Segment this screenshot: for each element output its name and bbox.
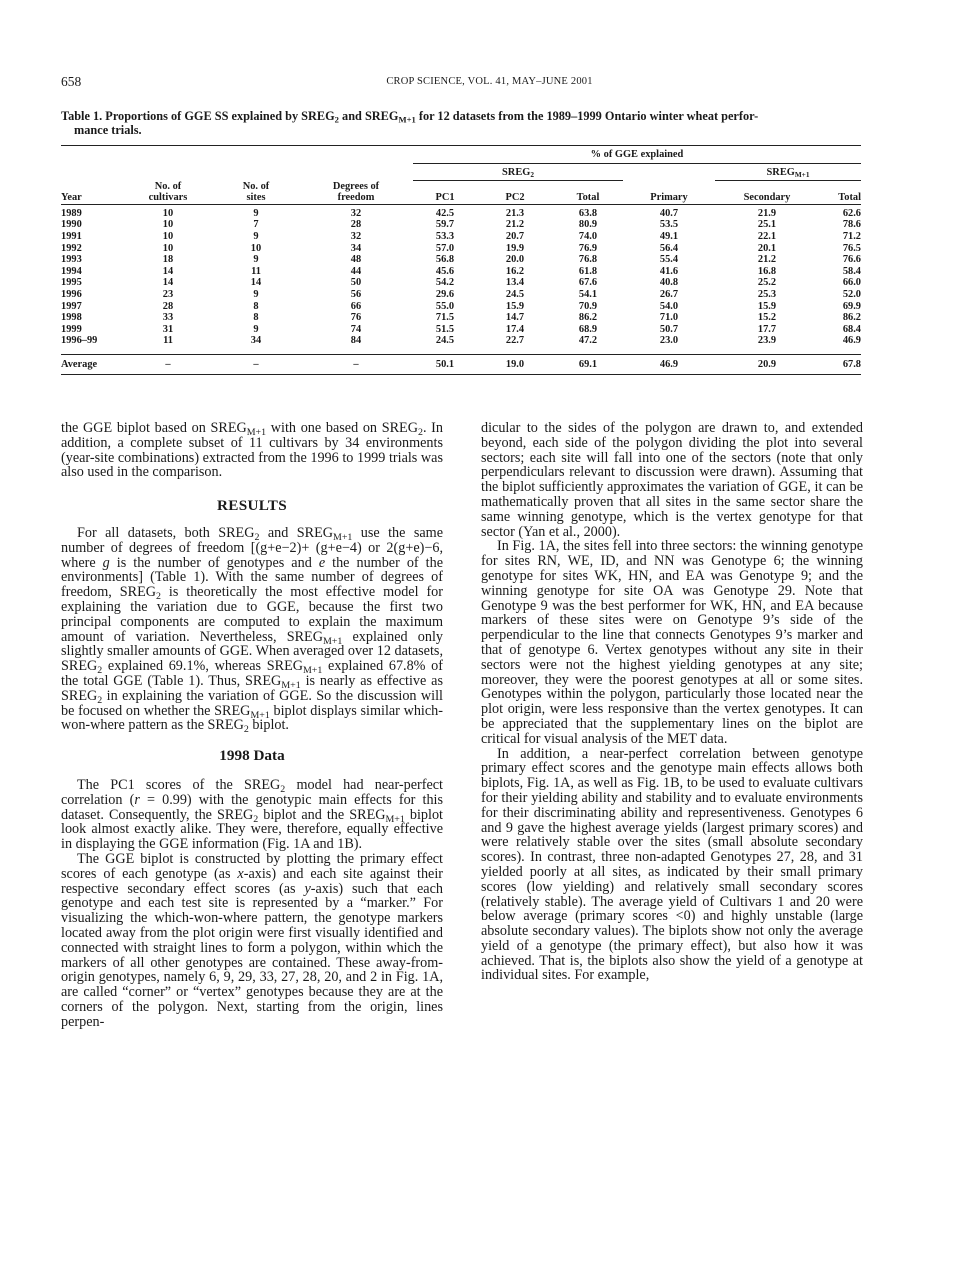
subscript: 2 — [253, 813, 259, 825]
table-cell: 66.0 — [842, 277, 861, 289]
table-cell: 24.5 — [435, 335, 455, 347]
table-row — [61, 266, 861, 278]
table-cell: 41.6 — [659, 265, 679, 277]
subscript: 2 — [243, 724, 249, 736]
table-cell: 29.6 — [435, 289, 455, 301]
left-column — [61, 421, 443, 1029]
table-cell: 9 — [253, 323, 259, 335]
subscript: 2 — [254, 531, 260, 543]
table-cell: 20.1 — [757, 242, 777, 254]
correlation-paragraph: In addition, a near-perfect correlation between genotype primary effect scores and the genotype main effects allows both biplots, Fig. 1A, as well as Fig. 1B, to be used to evaluate cultivars for their yielding ability and stability and to evaluate environments for their discriminating ability and representiveness. Genotypes 6 and 9 gave the highest average yields (largest primary scores) and were relatively stable over the sites (small absolute secondary scores). In contrast, three non-adapted Genotypes 27, 28, and 31 yielded poorly at all sites, as indicated by their small primary scores (low yielding) and relatively small secondary scores (relatively stable). The average yield of Cultivars 1 and 20 were below average (primary scores <0) and highly unstable (large absolute secondary values). The biplots show not only the average yield of a genotype (the primary effect), but also how it was achieved. That is, the biplots also show the yield of a genotype at individual sites. For example, — [481, 745, 863, 984]
table-cell: 11 — [163, 335, 173, 347]
table-row — [61, 301, 861, 313]
table-cell: 17.4 — [505, 323, 525, 335]
table-cell: – — [123, 355, 213, 375]
table-header-row — [61, 163, 861, 181]
table-cell: – — [299, 355, 413, 375]
table-cell: 15.2 — [757, 312, 777, 324]
table-cell: 74 — [350, 323, 362, 335]
table-cell: 16.8 — [757, 265, 777, 277]
col-header-cultivars: No. of — [154, 180, 182, 192]
col-header-sites: No. of — [242, 180, 270, 192]
table-cell: 10 — [162, 207, 174, 219]
text: is nearly as effective as SREG — [61, 672, 443, 704]
table-cell: 23.0 — [659, 335, 679, 347]
running-head: CROP SCIENCE, VOL. 41, MAY–JUNE 2001 — [386, 76, 593, 87]
col-header-pc1: PC1 — [413, 192, 477, 204]
row-label: 1996–99 — [61, 335, 98, 347]
table-cell: 50.7 — [659, 323, 679, 335]
sregm-label: SREG — [766, 166, 795, 178]
text: use the same number of degrees of freedom [(g+e−2)+ (g+e−4) or 2(g+e)−6, where — [61, 524, 443, 571]
table-cell: 44 — [350, 265, 362, 277]
caption-subscript: M+1 — [398, 114, 416, 125]
table-cell: 15.9 — [757, 300, 777, 312]
col-header-cultivars: cultivars — [123, 192, 213, 204]
data-table — [61, 145, 861, 375]
text: explained only slightly smaller amounts of GGE. When averaged over 12 datasets, SREG — [61, 628, 443, 675]
table-cell: 7 — [253, 219, 259, 231]
subscript: M+1 — [250, 709, 270, 721]
row-label: 1993 — [61, 254, 82, 266]
subscript: 2 — [417, 426, 423, 438]
italic-text: x — [237, 865, 244, 882]
pct-header: % of GGE explained — [413, 146, 861, 164]
table-cell: 76.5 — [842, 242, 861, 254]
sregm-header — [715, 163, 861, 181]
table-cell: 10 — [162, 242, 174, 254]
table-cell: 63.8 — [578, 207, 598, 219]
text: For all datasets, both SREG — [77, 524, 255, 541]
table-row — [61, 208, 861, 220]
table-cell: 24.5 — [505, 289, 525, 301]
col-header-total: Total — [553, 192, 623, 204]
table-cell: 10 — [250, 242, 262, 254]
table-cell: 40.7 — [659, 207, 679, 219]
table-cell: 48 — [350, 254, 362, 266]
row-label: 1994 — [61, 265, 82, 277]
table-cell: 50.1 — [413, 355, 477, 375]
sreg2-label: SREG — [502, 166, 531, 178]
text: -axis) such that each genotype and each test site is represented by a “marker.” For visualizing the which-won-where pattern, the genotype markers located away from the plot origin were first visually identified and connected with straight lines to form a polygon, within which the markers of all other genotypes are contained. These away-from-origin genotypes, namely 6, 9, 29, 33, 27, 28, 20, and 2 in Fig. 1A, are called “corner” or “vertex” genotypes because they are at the corners of the polygon. Next, starting from the origin, lines perpen- — [61, 880, 443, 1030]
table-cell: 62.6 — [842, 207, 861, 219]
table-cell: 34 — [250, 335, 262, 347]
subscript: M+1 — [322, 635, 343, 647]
row-label: 1997 — [61, 300, 82, 312]
table-cell: 69.1 — [553, 355, 623, 375]
table-cell: 16.2 — [505, 265, 525, 277]
table-cell: 10 — [162, 231, 174, 243]
table-cell: 74.0 — [578, 231, 598, 243]
results-paragraph — [61, 524, 443, 736]
table-cell: 32 — [350, 231, 362, 243]
subscript: M+1 — [385, 813, 405, 825]
table-cell: – — [213, 355, 299, 375]
table-cell: 11 — [251, 265, 261, 277]
table-cell: 21.2 — [757, 254, 777, 266]
table-cell: 66 — [350, 300, 362, 312]
text: . In addition, a complete subset of 11 cultivars by 34 environments (year-site combinations) extracted from the 1996 to 1999 trials was also used in the comparison. — [61, 420, 443, 481]
table-cell: 46.9 — [842, 335, 861, 347]
table-cell: 70.9 — [578, 300, 598, 312]
table-cell: 67.8 — [819, 355, 861, 375]
table-cell: 33 — [162, 312, 174, 324]
text: biplot and the SREG — [258, 806, 386, 823]
table-cell: 53.3 — [435, 231, 455, 243]
polygon-paragraph: dicular to the sides of the polygon are drawn to, and extended beyond, each side of the polygon dividing the plot into several sectors; each site will fall into one of the sectors (note that only perpendiculars relevant to discussion were drawn). Assuming that the biplot sufficiently approximates the variation of GGE, it can be mathematically proven that all sites in the same sector share the same winning genotype, which is the vertex genotype for that sector (Yan et al., 2000). — [481, 420, 863, 540]
table-cell: 15.9 — [505, 300, 525, 312]
caption-text: Table 1. Proportions of GGE SS explained by SREG — [61, 109, 335, 123]
table-cell: 17.7 — [757, 323, 777, 335]
col-header-year: Year — [61, 192, 123, 204]
text: The PC1 scores of the SREG — [77, 776, 281, 793]
table-cell: 61.8 — [578, 265, 598, 277]
table-cell: 9 — [253, 254, 259, 266]
table-cell: 9 — [253, 289, 259, 301]
table-cell: 10 — [162, 219, 174, 231]
table-cell: 59.7 — [435, 219, 455, 231]
table-cell: 76.9 — [578, 242, 598, 254]
text: is theoretically the most effective model for explaining the variation due to GGE, because the first two principal components are computed to explain the maximum amount of variation. Nevertheless, SREG — [61, 584, 443, 645]
table-cell: 80.9 — [578, 219, 598, 231]
table-cell: 14 — [162, 277, 174, 289]
table-cell: 22.1 — [757, 231, 777, 243]
table-cell: 25.1 — [757, 219, 777, 231]
text: with one based on SREG — [266, 420, 418, 436]
text: is the number of genotypes and — [109, 554, 319, 571]
caption-text: and SREG — [338, 109, 399, 123]
col-header-primary: Primary — [623, 192, 715, 204]
table-row — [61, 254, 861, 266]
table-cell: 84 — [350, 335, 362, 347]
table-cell: 28 — [162, 300, 174, 312]
text: and SREG — [259, 524, 333, 541]
table-cell: 18 — [162, 254, 174, 266]
table-row — [61, 324, 861, 336]
table-cell: 19.0 — [477, 355, 553, 375]
table-cell: 32 — [350, 207, 362, 219]
subscript: M+1 — [333, 531, 353, 543]
table-cell: 54.1 — [578, 289, 598, 301]
table-cell: 23 — [162, 289, 174, 301]
subscript: M+1 — [302, 665, 323, 677]
table-cell: 76.6 — [842, 254, 861, 266]
table-cell: 9 — [253, 207, 259, 219]
table-row — [61, 335, 861, 347]
table-row — [61, 277, 861, 289]
table-cell: 68.4 — [842, 323, 861, 335]
average-row — [61, 355, 861, 375]
table-cell: 31 — [162, 323, 174, 335]
table-cell: 47.2 — [578, 335, 598, 347]
italic-text: g — [102, 554, 110, 571]
sregm-subscript: M+1 — [794, 170, 810, 179]
row-label: 1999 — [61, 323, 82, 335]
table-cell: 20.9 — [715, 355, 819, 375]
subscript: 2 — [97, 694, 103, 706]
table-cell: 76 — [350, 312, 362, 324]
table-row — [61, 231, 861, 243]
table-cell: 54.0 — [659, 300, 679, 312]
table-cell: 55.0 — [435, 300, 455, 312]
table-row — [61, 219, 861, 231]
row-label: 1998 — [61, 312, 82, 324]
subscript: 2 — [97, 665, 103, 677]
caption-text: mance trials. — [74, 123, 142, 137]
text: explained 69.1%, whereas SREG — [102, 658, 303, 675]
text: the GGE biplot based on SREG — [61, 420, 247, 436]
sreg2-subscript: 2 — [530, 170, 534, 179]
caption-text: for 12 datasets from the 1989–1999 Ontario winter wheat perfor- — [415, 109, 759, 123]
table-cell: 9 — [253, 231, 259, 243]
subscript: M+1 — [246, 426, 267, 438]
table-cell: 54.2 — [435, 277, 455, 289]
table-cell: 42.5 — [435, 207, 455, 219]
table-cell: 25.3 — [757, 289, 777, 301]
row-label: Average — [61, 355, 123, 375]
table-cell: 45.6 — [435, 265, 455, 277]
subscript: 2 — [280, 783, 286, 795]
table-cell: 26.7 — [659, 289, 679, 301]
table-cell: 28 — [350, 219, 362, 231]
table-cell: 76.8 — [578, 254, 598, 266]
sectors-paragraph: In Fig. 1A, the sites fell into three sectors: the winning genotype for sites RN, WE, ID, and NN was Genotype 6; the winning genotype for sites WK, HN, and EA was Genotype 9; and the winning genotype for site OA was Genotype 29. Note that Genotype 9 was the best performer for WK, HN, and EA because markers of these sites were on Genotype 9’s side of the perpendicular to the line that connects Genotypes 9’s marker and that of genotype 6. Vertex genotypes without any site in their sectors were not the highest yielding genotypes at any site; moreover, they were the poorest genotypes at all or some sites. Genotypes within the polygon, particularly those located near the plot origin, were less responsive than the vertex genotypes. It can be appreciated that the supplementary lines on the biplot are critical for visual analysis of the MET data. — [481, 538, 863, 747]
table-cell: 56.4 — [659, 242, 679, 254]
table-cell: 78.6 — [842, 219, 861, 231]
text: explained 67.8% of the total GGE (Table 1). Thus, SREG — [61, 658, 443, 689]
table-cell: 57.0 — [435, 242, 455, 254]
table-cell: 56 — [350, 289, 362, 301]
table-cell: 8 — [253, 300, 259, 312]
text: the number of the environments] (Table 1). With the same number of degrees of freedom, SREG — [61, 554, 443, 601]
table-cell: 53.5 — [659, 219, 679, 231]
table-cell: 69.9 — [842, 300, 861, 312]
table-cell: 23.9 — [757, 335, 777, 347]
col-header-pc2: PC2 — [477, 192, 553, 204]
row-label: 1995 — [61, 277, 82, 289]
table-caption — [61, 109, 861, 137]
col-header-df: freedom — [299, 192, 413, 204]
gge-paragraph — [61, 852, 443, 1030]
section-heading-results: RESULTS — [217, 497, 287, 515]
table-cell: 86.2 — [578, 312, 598, 324]
table-cell: 68.9 — [578, 323, 598, 335]
row-label: 1992 — [61, 242, 82, 254]
table-row — [61, 289, 861, 301]
table-cell: 14 — [162, 265, 174, 277]
col-header-secondary: Secondary — [715, 192, 819, 204]
text: biplot look almost exactly alike. They were, therefore, equally effective in displaying the GGE information (Fig. 1A and 1B). — [61, 806, 443, 853]
italic-text: r — [134, 791, 140, 808]
section-heading-1998: 1998 Data — [219, 747, 285, 765]
table-row — [61, 312, 861, 324]
col-header-df: Degrees of — [332, 180, 380, 192]
text: in explaining the variation of GGE. So the discussion will be focused on whether the SREG — [61, 687, 443, 719]
text: model had near-perfect correlation ( — [61, 776, 443, 808]
col-header-sites: sites — [213, 192, 299, 204]
table-cell: 71.2 — [842, 231, 861, 243]
table-cell: 58.4 — [842, 265, 861, 277]
table-header-row — [61, 146, 861, 164]
right-column — [481, 421, 863, 983]
table-cell: 34 — [350, 242, 362, 254]
col-header-total: Total — [819, 192, 861, 204]
page-number: 658 — [61, 74, 82, 89]
row-label: 1989 — [61, 207, 82, 219]
table-cell: 52.0 — [842, 289, 861, 301]
table-cell: 21.9 — [757, 207, 777, 219]
table-cell: 56.8 — [435, 254, 455, 266]
table-cell: 50 — [350, 277, 362, 289]
table-cell: 86.2 — [842, 312, 861, 324]
table-cell: 8 — [253, 312, 259, 324]
row-label: 1996 — [61, 289, 82, 301]
table-header-row — [61, 192, 861, 204]
row-label: 1991 — [61, 231, 82, 243]
table-cell: 40.8 — [659, 277, 679, 289]
table-cell: 20.0 — [505, 254, 525, 266]
table-cell: 46.9 — [623, 355, 715, 375]
table-cell: 19.9 — [505, 242, 525, 254]
table-cell: 22.7 — [505, 335, 525, 347]
italic-text: y — [304, 880, 311, 897]
table-cell: 21.3 — [505, 207, 525, 219]
table-cell: 71.5 — [435, 312, 455, 324]
subscript: 2 — [156, 591, 161, 603]
table-cell: 49.1 — [659, 231, 679, 243]
text: biplot displays similar which-won-where pattern as the SREG — [61, 702, 443, 734]
table-cell: 13.4 — [505, 277, 525, 289]
table-cell: 55.4 — [659, 254, 679, 266]
subscript: M+1 — [281, 679, 301, 691]
table-body — [61, 204, 861, 374]
table-cell: 14.7 — [505, 312, 525, 324]
text: biplot. — [248, 717, 289, 734]
table-cell: 51.5 — [435, 323, 455, 335]
table-cell: 21.2 — [505, 219, 525, 231]
caption-subscript: 2 — [334, 114, 339, 125]
table-cell: 71.0 — [659, 312, 679, 324]
table-cell: 25.2 — [757, 277, 777, 289]
table-cell: 14 — [250, 277, 262, 289]
table-row — [61, 243, 861, 255]
text: The GGE biplot is constructed by plotting the primary effect scores of each genotype (as — [61, 850, 443, 882]
table-cell: 20.7 — [505, 231, 525, 243]
italic-text: e — [318, 554, 326, 571]
text: = 0.99) with the genotypic main effects for this dataset. Consequently, the SREG — [61, 791, 444, 823]
row-label: 1990 — [61, 219, 82, 231]
intro-paragraph — [61, 421, 443, 480]
table-cell: 67.6 — [578, 277, 598, 289]
paragraph-1998 — [61, 778, 443, 852]
table-header-row — [61, 181, 861, 193]
sreg2-header — [413, 163, 623, 181]
text: -axis) and each site against their respective secondary effect scores (as — [61, 865, 443, 897]
